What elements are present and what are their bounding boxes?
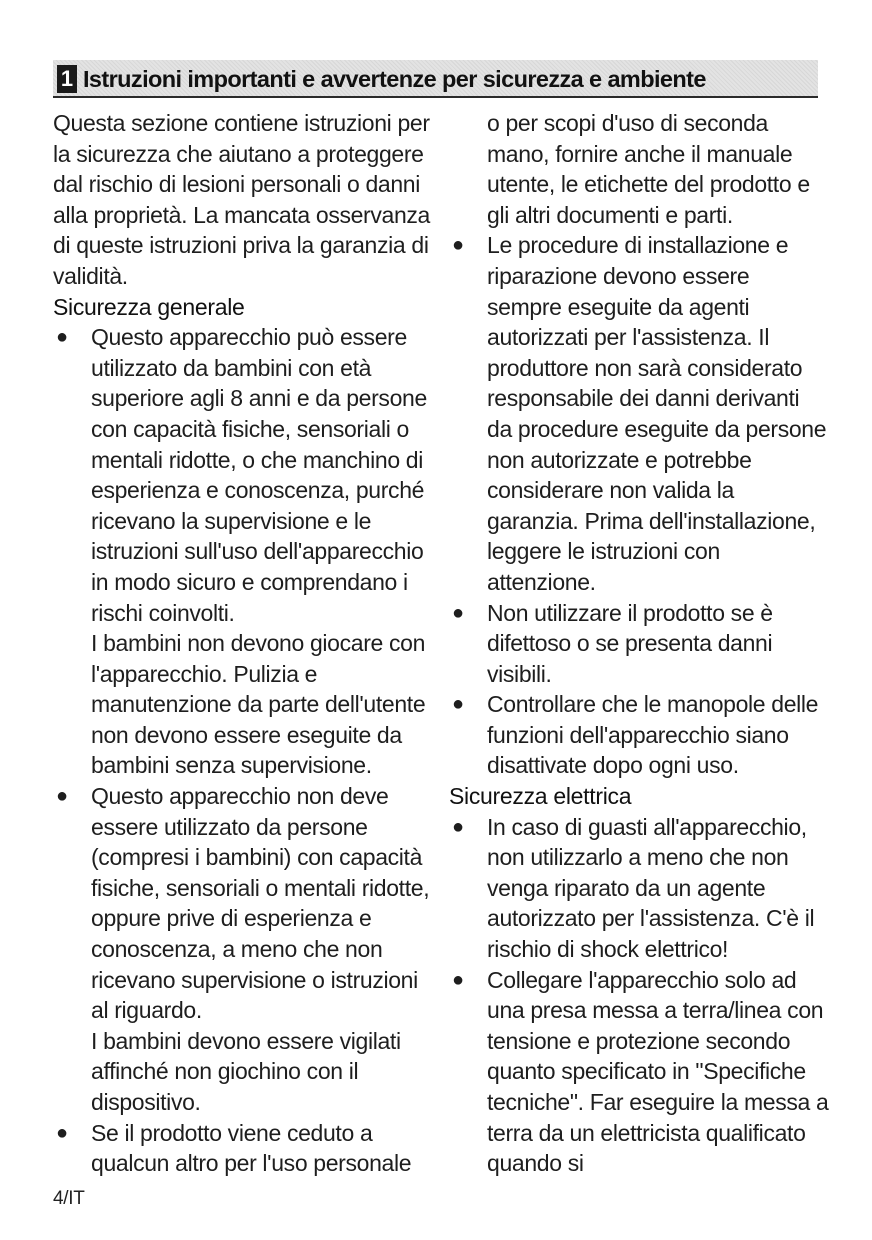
- list-item: [449, 689, 829, 781]
- list-item-extra: I bambini non devono giocare con l'apparecchio. Pulizia e manutenzione da parte dell'utente non devono essere eseguite da bambini senza supervisione.: [91, 630, 426, 779]
- list-item-text: Le procedure di installazione e riparazione devono essere sempre eseguite da agenti autorizzati per l'assistenza. Il produttore non sarà considerato responsabile dei danni derivanti da procedure eseguite da persone non autorizzate e potrebbe considerare non valida la garanzia. Prima dell'installazione, leggere le istruzioni con attenzione.: [487, 232, 827, 595]
- page-number: 4/IT: [53, 1188, 85, 1209]
- list-item-text: Questo apparecchio può essere utilizzato da bambini con età superiore agli 8 anni e da persone con capacità fisiche, sensoriali o mentali ridotte, o che manchino di esperienza e conoscenza, purché ricevano la supervisione e le istruzioni sull'uso dell'apparecchio in modo sicuro e comprendano i rischi coinvolti.: [91, 324, 427, 626]
- bullet-icon: ●: [56, 326, 68, 349]
- section-header: [53, 60, 818, 98]
- list-item-text: Non utilizzare il prodotto se è difettoso o se presenta danni visibili.: [487, 599, 773, 687]
- bullet-icon: ●: [452, 234, 464, 257]
- list-item: [449, 598, 829, 690]
- list-item: [53, 781, 438, 1118]
- general-safety-list: [53, 322, 438, 1179]
- subheading-general-safety: Sicurezza generale: [53, 293, 245, 320]
- intro-paragraph: Questa sezione contiene istruzioni per la sicurezza che aiutano a proteggere dal rischio di lesioni personali o danni alla proprietà. La mancata osservanza di queste istruzioni priva la garanzia di validità.: [53, 110, 430, 289]
- left-column: [53, 108, 438, 1179]
- list-item-text: Collegare l'apparecchio solo ad una presa messa a terra/linea con tensione e protezione secondo quanto specificato in "Specifiche tecniche". Far eseguire la messa a terra da un elettricista qualificato quando si: [487, 966, 829, 1177]
- continuation-paragraph: o per scopi d'uso di seconda mano, fornire anche il manuale utente, le etichette del prodotto e gli altri documenti e parti.: [487, 110, 810, 228]
- list-item-text: Questo apparecchio non deve essere utilizzato da persone (compresi i bambini) con capacità fisiche, sensoriali o mentali ridotte, oppure prive di esperienza e conoscenza, a meno che non ricevano supervisione o istruzioni al riguardo.: [91, 783, 430, 1024]
- bullet-icon: ●: [452, 815, 464, 838]
- subheading-electrical-safety: Sicurezza elettrica: [449, 783, 632, 810]
- list-item: [53, 1118, 438, 1179]
- section-title: Istruzioni importanti e avvertenze per sicurezza e ambiente: [83, 66, 706, 92]
- general-safety-list-continued: [449, 230, 829, 781]
- list-item: [449, 965, 829, 1179]
- section-number-badge: 1: [57, 65, 77, 93]
- bullet-icon: ●: [452, 968, 464, 991]
- electrical-safety-list: [449, 812, 829, 1179]
- list-item: [449, 812, 829, 965]
- list-item-text: In caso di guasti all'apparecchio, non utilizzarlo a meno che non venga riparato da un agente autorizzato per l'assistenza. C'è il rischio di shock elettrico!: [487, 813, 815, 963]
- bullet-icon: ●: [452, 693, 464, 716]
- list-item: [449, 230, 829, 597]
- list-item-text: Se il prodotto viene ceduto a qualcun altro per l'uso personale: [91, 1119, 412, 1177]
- right-column: [449, 108, 829, 1179]
- bullet-icon: ●: [56, 1121, 68, 1144]
- bullet-icon: ●: [56, 785, 68, 808]
- list-item: [53, 322, 438, 781]
- list-item-extra: I bambini devono essere vigilati affinché non giochino con il dispositivo.: [91, 1027, 401, 1115]
- bullet-icon: ●: [452, 601, 464, 624]
- list-item-text: Controllare che le manopole delle funzioni dell'apparecchio siano disattivate dopo ogni uso.: [487, 691, 819, 779]
